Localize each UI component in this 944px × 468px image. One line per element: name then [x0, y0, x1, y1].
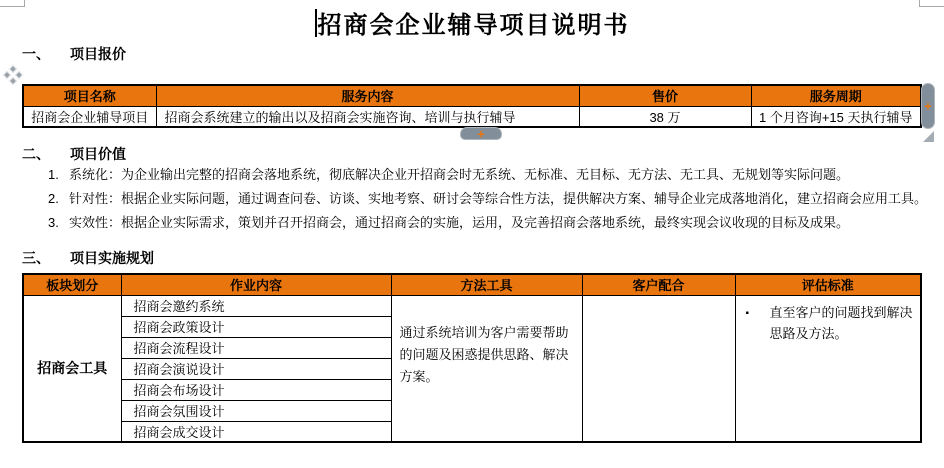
- section-3-number: 三、: [22, 250, 50, 266]
- section-2-number: 二、: [22, 146, 50, 162]
- quote-header-price[interactable]: 售价: [579, 85, 751, 106]
- plan-header-module[interactable]: 板块划分: [23, 274, 121, 295]
- plus-icon: +: [477, 126, 485, 141]
- plan-cell-client[interactable]: [582, 295, 735, 442]
- add-column-button[interactable]: [921, 83, 935, 129]
- list-item[interactable]: [48, 165, 928, 185]
- plan-cell-task[interactable]: 招商会布场设计: [121, 379, 391, 400]
- title-block[interactable]: [0, 5, 944, 40]
- section-3-title: 项目实施规划: [70, 250, 154, 266]
- section-1-title: 项目报价: [70, 46, 126, 62]
- value-list: [48, 165, 928, 237]
- section-3-heading[interactable]: [22, 250, 154, 266]
- section-1-heading[interactable]: [22, 46, 126, 62]
- plan-cell-task[interactable]: 招商会成交设计: [121, 421, 391, 442]
- quote-table: [22, 84, 922, 128]
- plus-icon: +: [924, 99, 932, 113]
- table-resize-handle-icon[interactable]: [923, 131, 934, 142]
- plan-cell-module[interactable]: 招商会工具: [23, 295, 121, 442]
- quote-header-period[interactable]: 服务周期: [751, 85, 921, 106]
- plan-header-evaluation[interactable]: 评估标准: [735, 274, 921, 295]
- plan-cell-task[interactable]: 招商会政策设计: [121, 316, 391, 337]
- move-handle-diamond: [15, 71, 23, 79]
- plan-cell-task[interactable]: 招商会演说设计: [121, 358, 391, 379]
- list-item-number: 1.: [48, 167, 59, 182]
- quote-header-name[interactable]: 项目名称: [23, 85, 156, 106]
- list-item-number: 3.: [48, 215, 59, 230]
- list-item-text: 实效性：根据企业实际需求，策划并召开招商会，通过招商会的实施，运用，及完善招商会落地系统，最终实现会议收现的目标及成果。: [69, 215, 850, 230]
- list-item-text: 针对性：根据企业实际问题，通过调查问卷、访谈、实地考察、研讨会等综合性方法，提供解决方案、辅导企业完成落地消化，建立招商会应用工具。: [69, 191, 928, 206]
- plan-table-header-row: [23, 274, 921, 295]
- quote-table-row: [23, 106, 921, 127]
- plan-table: [22, 273, 922, 443]
- plan-cell-evaluation[interactable]: [735, 295, 921, 442]
- section-1-number: 一、: [22, 46, 50, 62]
- plan-cell-task[interactable]: 招商会邀约系统: [121, 295, 391, 316]
- quote-cell-service[interactable]: 招商会系统建立的输出以及招商会实施咨询、培训与执行辅导: [156, 106, 579, 127]
- move-handle-diamond: [9, 77, 17, 85]
- plan-cell-task[interactable]: 招商会流程设计: [121, 337, 391, 358]
- quote-cell-price[interactable]: 38 万: [579, 106, 751, 127]
- table-move-handle-icon[interactable]: [4, 66, 22, 84]
- section-2-title: 项目价值: [70, 146, 126, 162]
- list-item[interactable]: [48, 189, 928, 209]
- list-item-text: 系统化：为企业输出完整的招商会落地系统，彻底解决企业开招商会时无系统、无标准、无目标、无方法、无工具、无规划等实际问题。: [69, 167, 850, 182]
- page-title[interactable]: 招商会企业辅导项目说明书: [317, 12, 630, 39]
- list-item-number: 2.: [48, 191, 59, 206]
- quote-cell-period[interactable]: 1 个月咨询+15 天执行辅导: [751, 106, 921, 127]
- plan-header-tasks[interactable]: 作业内容: [121, 274, 391, 295]
- plan-header-client[interactable]: 客户配合: [582, 274, 735, 295]
- plan-cell-method[interactable]: 通过系统培训为客户需要帮助的问题及困惑提供思路、解决方案。: [391, 295, 582, 442]
- quote-table-header-row: [23, 85, 921, 106]
- plan-header-method[interactable]: 方法工具: [391, 274, 582, 295]
- add-row-button[interactable]: [460, 127, 502, 140]
- plan-cell-task[interactable]: 招商会氛围设计: [121, 400, 391, 421]
- section-2-heading[interactable]: [22, 146, 126, 162]
- evaluation-text: 直至客户的问题找到解决思路及方法。: [769, 304, 913, 341]
- quote-header-service[interactable]: 服务内容: [156, 85, 579, 106]
- bullet-icon: ▪: [745, 307, 750, 319]
- quote-cell-name[interactable]: 招商会企业辅导项目: [23, 106, 156, 127]
- list-item[interactable]: [48, 213, 928, 233]
- text-cursor: [315, 9, 317, 37]
- plan-table-row: [23, 295, 921, 316]
